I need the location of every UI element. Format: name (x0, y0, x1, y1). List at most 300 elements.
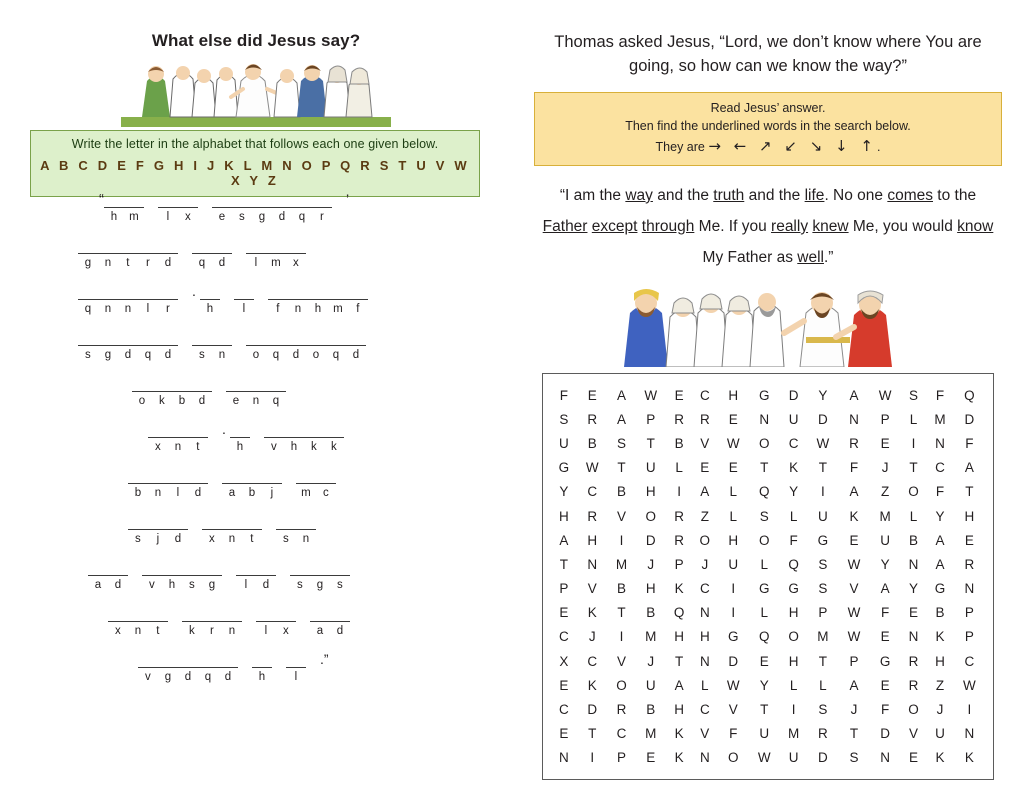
cipher-cell[interactable] (212, 192, 232, 224)
word-search-cell[interactable]: H (558, 508, 569, 524)
word-search-cell[interactable]: T (617, 605, 626, 621)
answer-blank[interactable] (158, 652, 178, 668)
answer-blank[interactable] (330, 560, 350, 576)
answer-blank[interactable] (348, 284, 368, 300)
cipher-cell[interactable] (230, 422, 250, 454)
answer-blank[interactable] (98, 330, 118, 346)
word-search-cell[interactable]: H (699, 629, 710, 645)
cipher-cell[interactable] (266, 376, 286, 408)
answer-blank[interactable] (118, 238, 138, 254)
answer-blank[interactable] (118, 284, 138, 300)
answer-blank[interactable] (290, 560, 310, 576)
cipher-cell[interactable] (218, 652, 238, 684)
cipher-cell[interactable] (326, 330, 346, 362)
word-search-cell[interactable]: W (726, 677, 740, 693)
word-search-cell[interactable]: Q (673, 605, 685, 621)
cipher-cell[interactable] (188, 422, 208, 454)
word-search-cell[interactable]: G (727, 629, 739, 645)
cipher-cell[interactable] (158, 330, 178, 362)
word-search-cell[interactable]: I (911, 435, 916, 451)
word-search-cell[interactable]: C (699, 702, 710, 718)
answer-blank[interactable] (310, 560, 330, 576)
word-search-cell[interactable]: H (728, 532, 739, 548)
word-search-cell[interactable]: E (674, 387, 684, 403)
puzzle-word[interactable] (128, 468, 208, 501)
puzzle-word[interactable] (310, 606, 350, 639)
word-search-cell[interactable]: N (759, 411, 770, 427)
word-search-cell[interactable]: O (699, 532, 711, 548)
word-search-cell[interactable]: Z (935, 677, 945, 693)
word-search-cell[interactable]: V (616, 653, 626, 669)
word-search-cell[interactable]: C (587, 653, 598, 669)
answer-blank[interactable] (266, 330, 286, 346)
word-search-cell[interactable]: L (789, 677, 798, 693)
word-search-cell[interactable]: P (616, 750, 626, 766)
word-search-cell[interactable]: W (816, 435, 830, 451)
puzzle-word[interactable] (78, 238, 178, 271)
word-search-cell[interactable]: O (616, 677, 627, 693)
word-search-cell[interactable]: R (674, 508, 685, 524)
cipher-cell[interactable] (118, 238, 138, 270)
word-search-cell[interactable]: R (674, 532, 685, 548)
answer-blank[interactable] (296, 468, 316, 484)
word-search-cell[interactable]: R (908, 677, 919, 693)
answer-blank[interactable] (242, 514, 262, 530)
word-search-cell[interactable]: A (616, 411, 626, 427)
word-search-cell[interactable]: E (880, 629, 890, 645)
cipher-cell[interactable] (212, 238, 232, 270)
cipher-cell[interactable] (88, 560, 108, 592)
cipher-cell[interactable] (232, 192, 252, 224)
cipher-cell[interactable] (168, 514, 188, 546)
answer-blank[interactable] (242, 468, 262, 484)
word-search-cell[interactable]: S (818, 556, 828, 572)
cipher-cell[interactable] (138, 284, 158, 316)
word-search-cell[interactable]: N (908, 629, 919, 645)
word-search-cell[interactable]: V (616, 508, 626, 524)
puzzle-word[interactable] (104, 192, 144, 225)
answer-blank[interactable] (304, 422, 324, 438)
word-search-cell[interactable]: H (788, 653, 799, 669)
answer-blank[interactable] (306, 330, 326, 346)
answer-blank[interactable] (252, 652, 272, 668)
word-search-cell[interactable]: A (849, 387, 859, 403)
cipher-cell[interactable] (272, 192, 292, 224)
word-search-cell[interactable]: P (674, 556, 684, 572)
answer-blank[interactable] (286, 238, 306, 254)
puzzle-word[interactable] (202, 514, 262, 547)
puzzle-word[interactable] (158, 192, 198, 225)
word-search-cell[interactable]: N (558, 750, 569, 766)
cipher-cell[interactable] (306, 330, 326, 362)
puzzle-word[interactable] (290, 560, 350, 593)
answer-blank[interactable] (178, 192, 198, 208)
cipher-cell[interactable] (266, 330, 286, 362)
cipher-cell[interactable] (276, 514, 296, 546)
cipher-cell[interactable] (198, 652, 218, 684)
cipher-cell[interactable] (138, 330, 158, 362)
puzzle-word[interactable] (88, 560, 128, 593)
word-search-cell[interactable]: C (616, 726, 627, 742)
cipher-cell[interactable] (330, 560, 350, 592)
cipher-cell[interactable] (330, 606, 350, 638)
word-search-cell[interactable]: Z (700, 508, 709, 524)
word-search-grid[interactable] (542, 373, 994, 780)
word-search-cell[interactable]: E (964, 532, 974, 548)
answer-blank[interactable] (284, 422, 304, 438)
word-search-cell[interactable]: E (849, 532, 859, 548)
answer-blank[interactable] (152, 376, 172, 392)
word-search-cell[interactable]: C (558, 629, 569, 645)
cipher-cell[interactable] (296, 468, 316, 500)
answer-blank[interactable] (148, 514, 168, 530)
word-search-cell[interactable]: Y (908, 581, 918, 597)
word-search-cell[interactable]: Q (964, 387, 975, 403)
word-search-cell[interactable]: W (644, 387, 658, 403)
word-search-cell[interactable]: I (590, 750, 595, 766)
cipher-cell[interactable] (286, 652, 306, 684)
cipher-cell[interactable] (256, 606, 276, 638)
word-search-cell[interactable]: G (558, 460, 570, 476)
answer-blank[interactable] (132, 376, 152, 392)
word-search-cell[interactable]: U (645, 677, 656, 693)
cipher-cell[interactable] (312, 192, 332, 224)
word-search-cell[interactable]: T (617, 460, 626, 476)
word-search-cell[interactable]: A (880, 581, 890, 597)
answer-blank[interactable] (232, 192, 252, 208)
answer-blank[interactable] (198, 652, 218, 668)
word-search-cell[interactable]: C (699, 581, 710, 597)
puzzle-word[interactable] (138, 652, 238, 685)
word-search-cell[interactable]: N (908, 556, 919, 572)
puzzle-word[interactable] (142, 560, 222, 593)
cipher-cell[interactable] (310, 560, 330, 592)
word-search-cell[interactable]: I (731, 605, 736, 621)
word-search-cell[interactable]: J (850, 702, 858, 718)
answer-blank[interactable] (182, 606, 202, 622)
cipher-cell[interactable] (142, 560, 162, 592)
answer-blank[interactable] (212, 192, 232, 208)
cipher-cell[interactable] (168, 468, 188, 500)
cipher-cell[interactable] (108, 606, 128, 638)
word-search-cell[interactable]: J (701, 556, 709, 572)
cipher-cell[interactable] (316, 468, 336, 500)
word-search-cell[interactable]: G (879, 653, 891, 669)
word-search-cell[interactable]: S (759, 508, 769, 524)
cipher-cell[interactable] (118, 330, 138, 362)
cipher-cell[interactable] (222, 468, 242, 500)
cipher-cell[interactable] (98, 284, 118, 316)
answer-blank[interactable] (286, 652, 306, 668)
cipher-cell[interactable] (310, 606, 330, 638)
word-search-cell[interactable]: E (559, 726, 569, 742)
word-search-cell[interactable]: E (759, 653, 769, 669)
word-search-cell[interactable]: L (819, 677, 827, 693)
cipher-cell[interactable] (78, 284, 98, 316)
word-search-cell[interactable]: P (964, 629, 974, 645)
puzzle-word[interactable] (108, 606, 168, 639)
word-search-cell[interactable]: U (788, 750, 799, 766)
cipher-cell[interactable] (178, 652, 198, 684)
answer-blank[interactable] (218, 652, 238, 668)
answer-blank[interactable] (98, 284, 118, 300)
answer-blank[interactable] (222, 514, 242, 530)
cipher-cell[interactable] (252, 652, 272, 684)
word-search-cell[interactable]: T (849, 726, 859, 742)
answer-blank[interactable] (212, 238, 232, 254)
word-search-cell[interactable]: I (791, 702, 796, 718)
answer-blank[interactable] (148, 422, 168, 438)
cipher-cell[interactable] (268, 284, 288, 316)
word-search-cell[interactable]: T (909, 460, 918, 476)
answer-blank[interactable] (138, 652, 158, 668)
word-search-cell[interactable]: M (645, 726, 657, 742)
word-search-cell[interactable]: L (701, 677, 709, 693)
puzzle-word[interactable] (230, 422, 250, 455)
cipher-cell[interactable] (304, 422, 324, 454)
cipher-cell[interactable] (236, 560, 256, 592)
word-search-cell[interactable]: E (728, 411, 738, 427)
cipher-cell[interactable] (108, 560, 128, 592)
word-search-cell[interactable]: K (964, 750, 974, 766)
word-search-cell[interactable]: X (559, 653, 569, 669)
word-search-cell[interactable]: Y (935, 508, 945, 524)
word-search-cell[interactable]: V (700, 435, 710, 451)
word-search-cell[interactable]: G (934, 581, 946, 597)
answer-blank[interactable] (256, 606, 276, 622)
cipher-cell[interactable] (222, 606, 242, 638)
word-search-cell[interactable]: K (674, 581, 684, 597)
answer-blank[interactable] (222, 468, 242, 484)
answer-blank[interactable] (168, 468, 188, 484)
word-search-cell[interactable]: C (964, 653, 975, 669)
word-search-cell[interactable]: A (935, 532, 945, 548)
answer-blank[interactable] (268, 284, 288, 300)
answer-blank[interactable] (128, 606, 148, 622)
cipher-cell[interactable] (242, 468, 262, 500)
word-search-cell[interactable]: L (909, 411, 918, 427)
cipher-cell[interactable] (290, 560, 310, 592)
answer-blank[interactable] (200, 284, 220, 300)
answer-blank[interactable] (324, 422, 344, 438)
word-search-cell[interactable]: I (619, 532, 624, 548)
answer-blank[interactable] (326, 330, 346, 346)
cipher-cell[interactable] (118, 284, 138, 316)
puzzle-word[interactable] (276, 514, 316, 547)
cipher-cell[interactable] (98, 238, 118, 270)
word-search-cell[interactable]: I (677, 484, 682, 500)
cipher-cell[interactable] (266, 238, 286, 270)
word-search-cell[interactable]: W (847, 605, 861, 621)
word-search-cell[interactable]: L (675, 460, 683, 476)
word-search-cell[interactable]: M (787, 726, 800, 742)
cipher-cell[interactable] (288, 284, 308, 316)
cipher-cell[interactable] (98, 330, 118, 362)
answer-blank[interactable] (346, 330, 366, 346)
cipher-cell[interactable] (346, 330, 366, 362)
answer-blank[interactable] (142, 560, 162, 576)
word-search-cell[interactable]: A (674, 677, 684, 693)
word-search-cell[interactable]: G (759, 581, 770, 597)
word-search-cell[interactable]: H (645, 484, 656, 500)
answer-blank[interactable] (230, 422, 250, 438)
puzzle-word[interactable] (78, 284, 178, 317)
answer-blank[interactable] (292, 192, 312, 208)
word-search-cell[interactable]: E (728, 460, 738, 476)
answer-blank[interactable] (272, 192, 292, 208)
word-search-cell[interactable]: K (935, 629, 945, 645)
answer-blank[interactable] (236, 560, 256, 576)
word-search-cell[interactable]: R (849, 435, 859, 451)
answer-blank[interactable] (308, 284, 328, 300)
word-search-cell[interactable]: G (759, 387, 770, 403)
word-search-cell[interactable]: B (646, 702, 656, 718)
word-search-cell[interactable]: B (587, 435, 597, 451)
answer-blank[interactable] (252, 192, 272, 208)
word-search-cell[interactable]: P (880, 411, 890, 427)
puzzle-word[interactable] (192, 238, 232, 271)
word-search-cell[interactable]: D (587, 702, 598, 718)
word-search-cell[interactable]: Y (789, 484, 799, 500)
word-search-cell[interactable]: E (908, 750, 918, 766)
answer-blank[interactable] (182, 560, 202, 576)
word-search-cell[interactable]: P (559, 581, 569, 597)
cipher-cell[interactable] (292, 192, 312, 224)
word-search-cell[interactable]: F (880, 702, 890, 718)
word-search-cell[interactable]: E (908, 605, 918, 621)
word-search-cell[interactable]: R (674, 411, 685, 427)
word-search-cell[interactable]: V (728, 702, 738, 718)
cipher-cell[interactable] (246, 376, 266, 408)
word-search-cell[interactable]: A (559, 532, 569, 548)
cipher-cell[interactable] (78, 238, 98, 270)
cipher-cell[interactable] (296, 514, 316, 546)
word-search-cell[interactable]: U (817, 508, 828, 524)
word-search-cell[interactable]: L (909, 508, 918, 524)
cipher-cell[interactable] (308, 284, 328, 316)
cipher-cell[interactable] (276, 606, 296, 638)
word-search-cell[interactable]: T (965, 484, 974, 500)
answer-blank[interactable] (118, 330, 138, 346)
cipher-cell[interactable] (162, 560, 182, 592)
word-search-cell[interactable]: B (616, 484, 626, 500)
word-search-cell[interactable]: M (645, 629, 657, 645)
word-search-cell[interactable]: K (587, 677, 597, 693)
word-search-cell[interactable]: O (759, 435, 770, 451)
puzzle-word[interactable] (268, 284, 368, 317)
word-search-cell[interactable]: S (908, 387, 918, 403)
word-search-cell[interactable]: S (849, 750, 859, 766)
word-search-cell[interactable]: D (645, 532, 656, 548)
word-search-cell[interactable]: S (818, 581, 828, 597)
cipher-cell[interactable] (182, 606, 202, 638)
word-search-cell[interactable]: R (817, 726, 828, 742)
answer-blank[interactable] (78, 284, 98, 300)
answer-blank[interactable] (212, 330, 232, 346)
cipher-cell[interactable] (284, 422, 304, 454)
cipher-cell[interactable] (264, 422, 284, 454)
word-search-cell[interactable]: Z (880, 484, 890, 500)
word-search-cell[interactable]: B (935, 605, 945, 621)
word-search-cell[interactable]: U (728, 556, 739, 572)
cipher-cell[interactable] (226, 376, 246, 408)
answer-blank[interactable] (178, 652, 198, 668)
cipher-cell[interactable] (158, 284, 178, 316)
cipher-cell[interactable] (152, 376, 172, 408)
word-search-cell[interactable]: O (727, 750, 739, 766)
word-search-cell[interactable]: W (726, 435, 740, 451)
cipher-cell[interactable] (148, 514, 168, 546)
cipher-cell[interactable] (252, 192, 272, 224)
cipher-cell[interactable] (188, 468, 208, 500)
word-search-cell[interactable]: O (908, 702, 919, 718)
answer-blank[interactable] (192, 238, 212, 254)
word-search-cell[interactable]: R (699, 411, 710, 427)
cipher-cell[interactable] (124, 192, 144, 224)
answer-blank[interactable] (266, 376, 286, 392)
answer-blank[interactable] (78, 330, 98, 346)
cipher-cell[interactable] (262, 468, 282, 500)
word-search-cell[interactable]: B (674, 435, 684, 451)
word-search-cell[interactable]: D (728, 653, 739, 669)
cipher-cell[interactable] (246, 238, 266, 270)
word-search-cell[interactable]: U (935, 726, 945, 742)
word-search-cell[interactable]: H (645, 581, 656, 597)
word-search-cell[interactable]: E (587, 387, 597, 403)
puzzle-word[interactable] (246, 238, 306, 271)
word-search-cell[interactable]: W (878, 387, 892, 403)
word-search-cell[interactable]: A (849, 484, 859, 500)
word-search-cell[interactable]: H (964, 508, 975, 524)
word-search-cell[interactable]: D (964, 411, 975, 427)
cipher-cell[interactable] (148, 468, 168, 500)
word-search-cell[interactable]: N (964, 726, 975, 742)
puzzle-word[interactable] (132, 376, 212, 409)
word-search-cell[interactable]: S (559, 411, 569, 427)
word-search-cell[interactable]: W (847, 629, 861, 645)
word-search-cell[interactable]: C (935, 460, 945, 476)
word-search-cell[interactable]: M (615, 556, 628, 572)
word-search-cell[interactable]: L (729, 484, 737, 500)
cipher-cell[interactable] (286, 330, 306, 362)
word-search-cell[interactable]: L (760, 556, 769, 572)
word-search-cell[interactable]: Y (880, 556, 890, 572)
word-search-cell[interactable]: D (817, 411, 828, 427)
word-search-cell[interactable]: G (788, 581, 799, 597)
word-search-cell[interactable]: J (588, 629, 596, 645)
cipher-cell[interactable] (138, 652, 158, 684)
puzzle-word[interactable] (128, 514, 188, 547)
word-search-cell[interactable]: W (963, 677, 976, 693)
answer-blank[interactable] (124, 192, 144, 208)
answer-blank[interactable] (162, 560, 182, 576)
word-search-cell[interactable]: I (619, 629, 624, 645)
word-search-cell[interactable]: F (559, 387, 568, 403)
word-search-cell[interactable]: A (964, 460, 974, 476)
answer-blank[interactable] (288, 284, 308, 300)
puzzle-word[interactable] (78, 330, 178, 363)
cipher-cell[interactable] (200, 284, 220, 316)
word-search-cell[interactable]: T (818, 653, 827, 669)
word-search-cell[interactable]: E (880, 435, 890, 451)
cipher-cell[interactable] (246, 330, 266, 362)
word-search-cell[interactable]: S (616, 435, 626, 451)
word-search-cell[interactable]: V (587, 581, 597, 597)
word-search-cell[interactable]: N (587, 556, 598, 572)
puzzle-word[interactable] (296, 468, 336, 501)
word-search-cell[interactable]: L (760, 605, 769, 621)
answer-blank[interactable] (312, 192, 332, 208)
